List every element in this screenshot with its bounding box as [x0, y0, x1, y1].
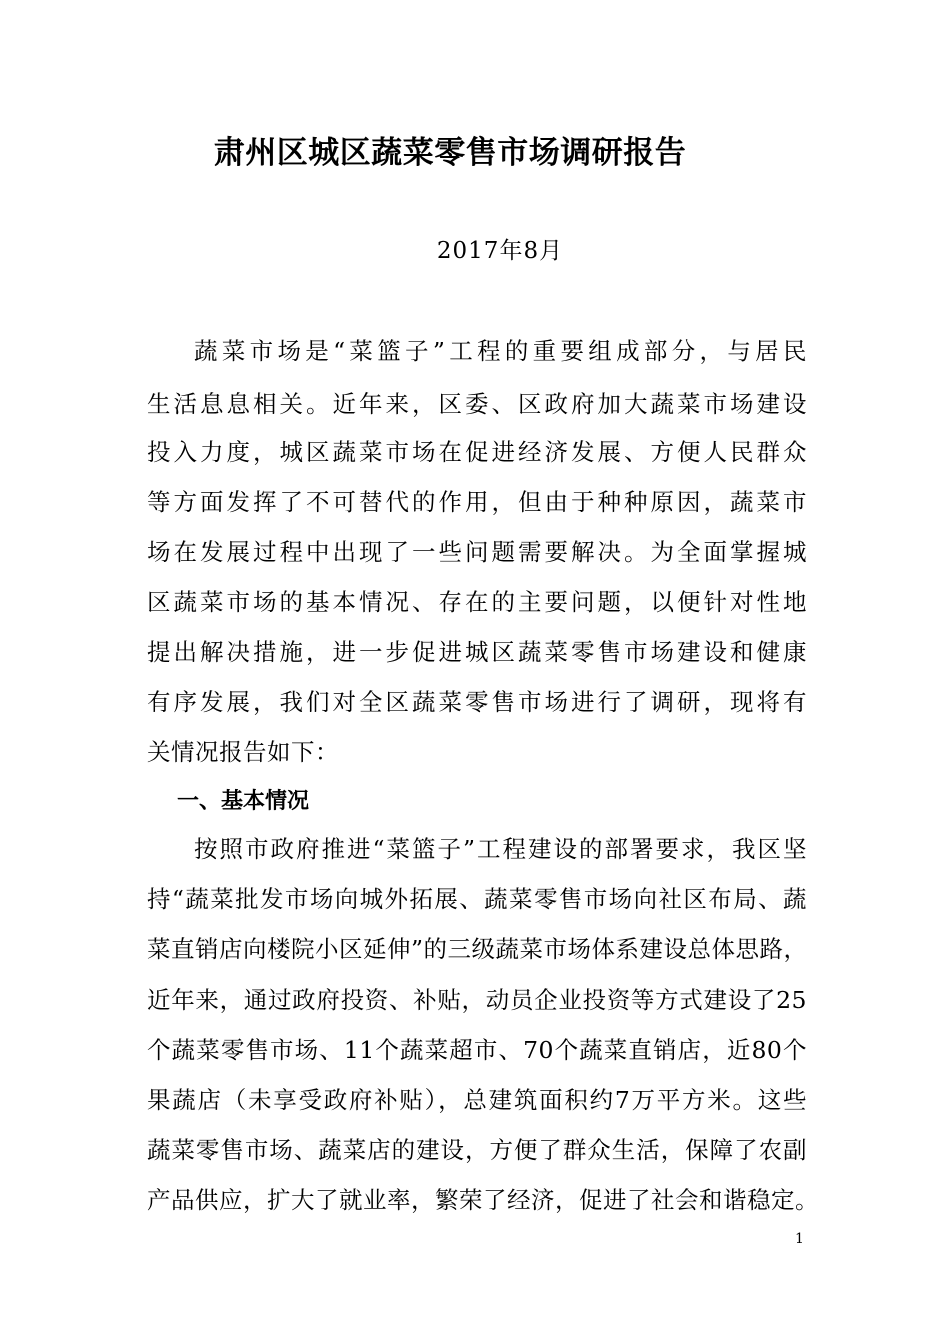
document-date: 2017年8月 [436, 238, 564, 264]
paragraph-line: 有序发展，我们对全区蔬菜零售市场进行了调研，现将有 [147, 688, 807, 716]
paragraph-line: 区蔬菜市场的基本情况、存在的主要问题，以便针对性地 [147, 588, 807, 616]
paragraph-line: 近年来，通过政府投资、补贴，动员企业投资等方式建设了25 [147, 986, 807, 1014]
paragraph-line: 菜直销店向楼院小区延伸”的三级蔬菜市场体系建设总体思路， [147, 935, 808, 963]
paragraph-line: 蔬菜零售市场、蔬菜店的建设，方便了群众生活，保障了农副 [147, 1136, 807, 1164]
paragraph-line: 等方面发挥了不可替代的作用，但由于种种原因，蔬菜市 [147, 488, 807, 516]
paragraph-line: 果蔬店（未享受政府补贴），总建筑面积约7万平方米。这些 [147, 1086, 807, 1114]
paragraph-line: 提出解决措施，进一步促进城区蔬菜零售市场建设和健康 [147, 638, 807, 666]
paragraph-line: 生活息息相关。近年来，区委、区政府加大蔬菜市场建设 [147, 390, 807, 418]
paragraph-line: 场在发展过程中出现了一些问题需要解决。为全面掌握城 [147, 538, 807, 566]
section-heading: 一、基本情况 [177, 789, 310, 814]
paragraph-line: 按照市政府推进“菜篮子”工程建设的部署要求，我区坚 [194, 835, 807, 863]
paragraph-line: 关情况报告如下： [147, 738, 339, 766]
paragraph-line: 蔬菜市场是“菜篮子”工程的重要组成部分，与居民 [194, 337, 807, 365]
document-title: 肃州区城区蔬菜零售市场调研报告 [213, 135, 687, 171]
paragraph-line: 个蔬菜零售市场、11个蔬菜超市、70个蔬菜直销店，近80个 [147, 1036, 807, 1064]
page-number: 1 [795, 1231, 804, 1247]
paragraph-line: 产品供应，扩大了就业率，繁荣了经济，促进了社会和谐稳定。 [147, 1186, 819, 1214]
paragraph-line: 持“蔬菜批发市场向城外拓展、蔬菜零售市场向社区布局、蔬 [147, 885, 807, 913]
paragraph-line: 投入力度，城区蔬菜市场在促进经济发展、方便人民群众 [147, 438, 807, 466]
